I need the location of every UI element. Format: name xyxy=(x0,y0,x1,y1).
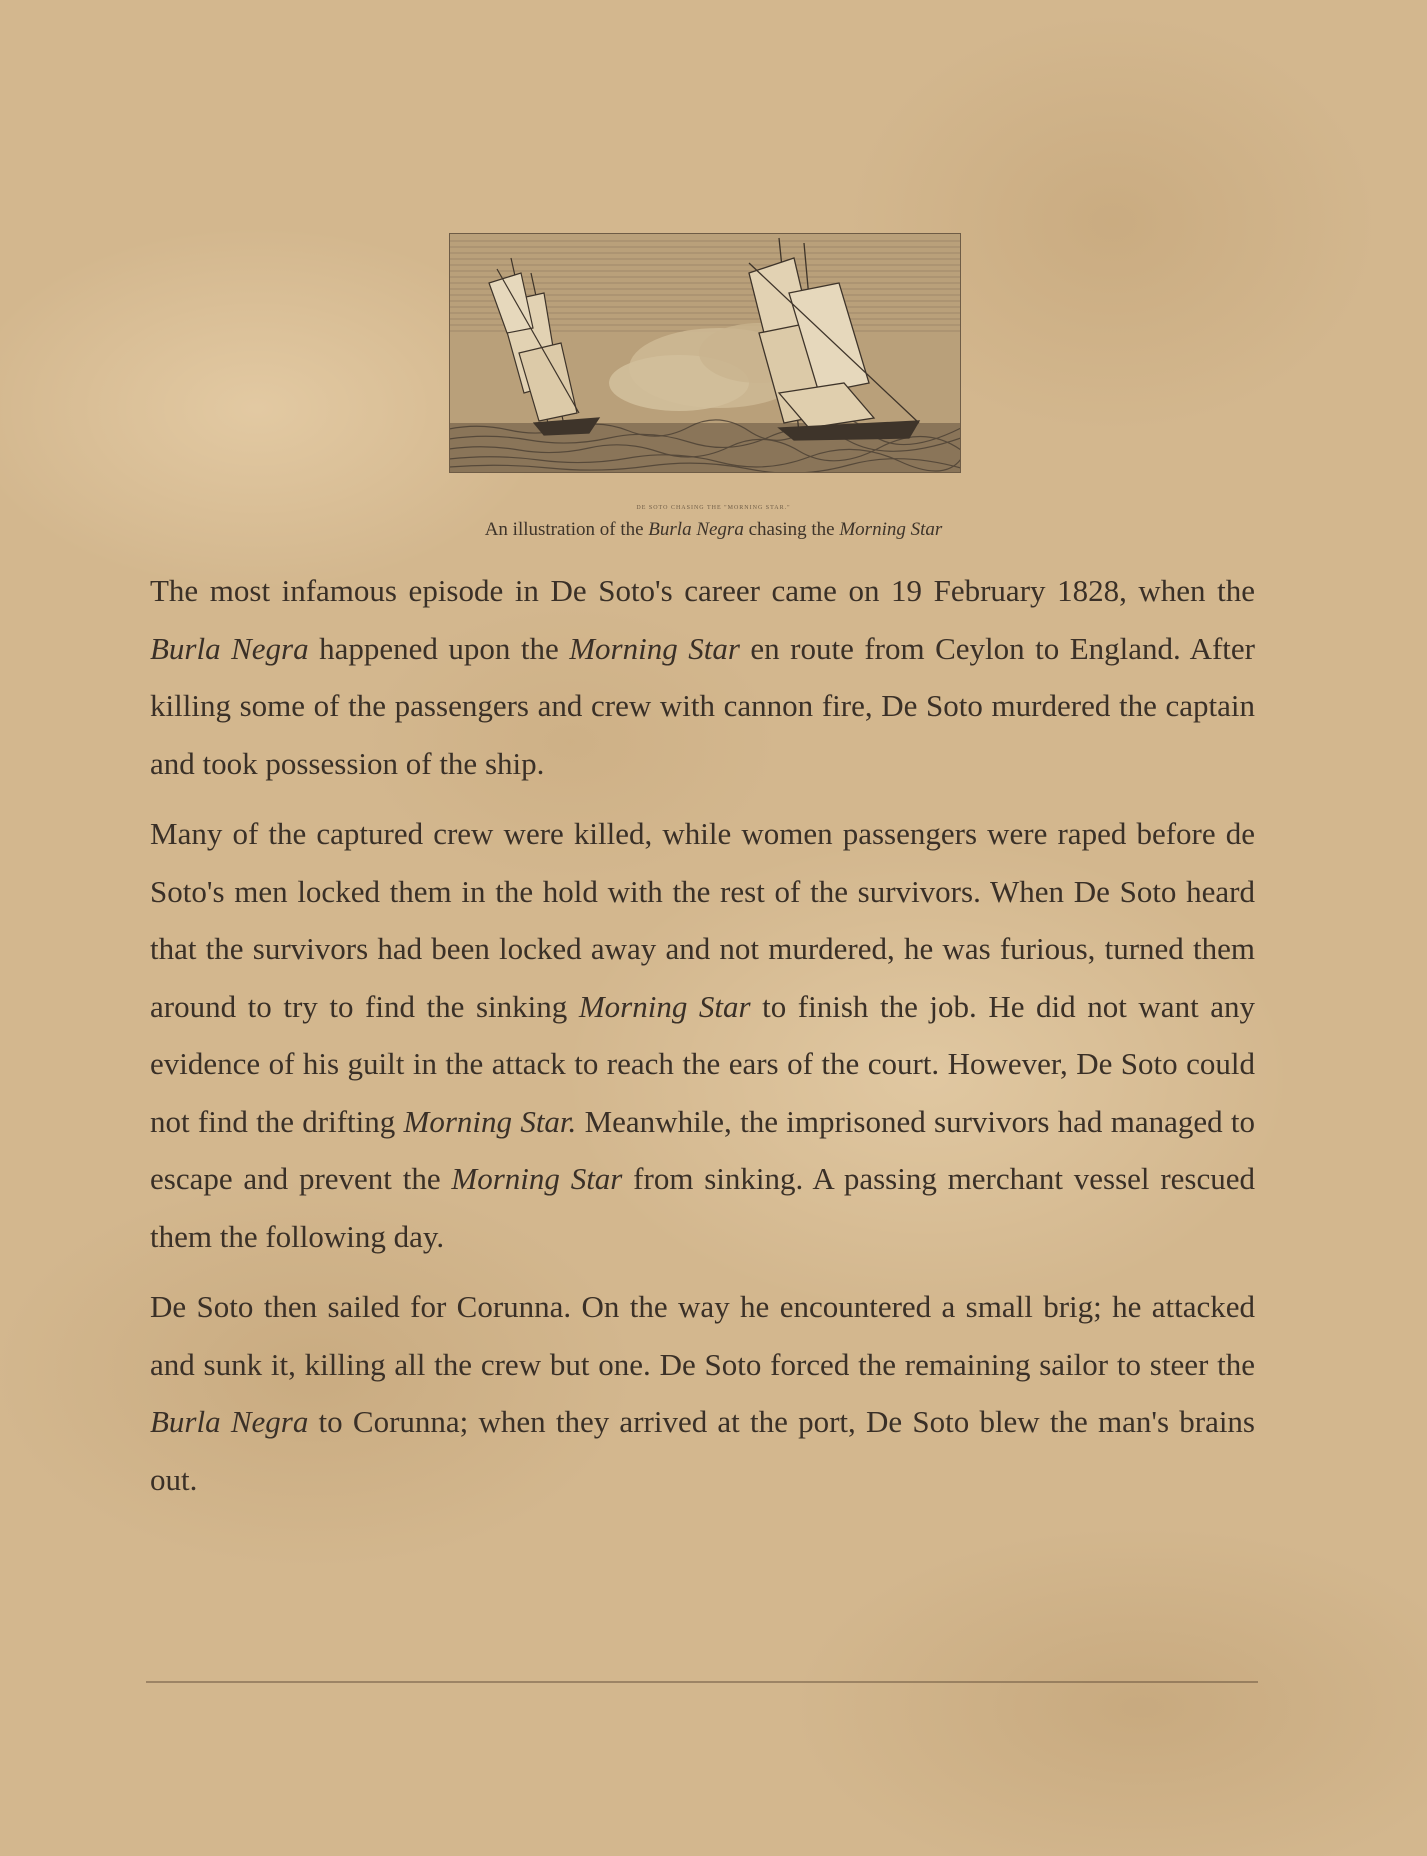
text-run: en route from Ceylon to England. After killing some of the passengers and crew with cannon fire, De Soto murdered the captain and took possession of the ship. xyxy=(150,630,1255,781)
paragraph-2 xyxy=(150,805,1255,1265)
bottom-divider xyxy=(146,1681,1258,1683)
ship-name: Morning Star xyxy=(451,1161,623,1196)
ship-name: Morning Star. xyxy=(403,1103,577,1139)
illustration-caption xyxy=(300,505,1127,541)
caption-ship1: Burla Negra xyxy=(648,519,744,540)
text-run: De Soto then sailed for Corunna. On the way he encountered a small brig; he attacked and sunk it, killing all the crew but one. De Soto forced the remaining sailor to steer the xyxy=(150,1289,1255,1382)
text-run: to finish the job. He did not want any evidence of his guilt in the attack to reach the ears of the court. However, De Soto could not find the drifting xyxy=(150,988,1256,1139)
caption-middle: chasing the xyxy=(748,519,835,540)
text-run: Meanwhile, the imprisoned survivors had managed to escape and prevent the xyxy=(150,1103,1255,1196)
ship-name: Burla Negra xyxy=(150,1404,309,1439)
text-run: Many of the captured crew were killed, while women passengers were raped before de Soto's men locked them in the hold with the rest of the survivors. When De Soto heard that the survivors had been locked away and not murdered, he was furious, turned them around to try to find the sinking xyxy=(150,816,1255,1024)
text-run: from sinking. A passing merchant vessel rescued them the following day. xyxy=(150,1161,1255,1254)
illustration-figure xyxy=(449,233,961,473)
paragraph-1 xyxy=(150,562,1255,792)
article-body xyxy=(150,562,1255,1521)
ship-name: Burla Negra xyxy=(150,630,309,666)
caption-ship2: Morning Star xyxy=(839,519,943,540)
ship-name: Morning Star xyxy=(578,988,751,1024)
caption-prefix: An illustration of the xyxy=(484,519,644,540)
text-run: happened upon the xyxy=(308,630,570,666)
text-run: to Corunna; when they arrived at the port, De Soto blew the man's brains out. xyxy=(150,1404,1256,1497)
ship-name: Morning Star xyxy=(569,630,740,666)
paragraph-3 xyxy=(150,1278,1255,1508)
text-run: The most infamous episode in De Soto's career came on 19 February 1828, when the xyxy=(150,573,1255,608)
plate-caption: DE SOTO CHASING THE "MORNING STAR." xyxy=(636,505,791,511)
ship-engraving-icon xyxy=(449,233,961,473)
